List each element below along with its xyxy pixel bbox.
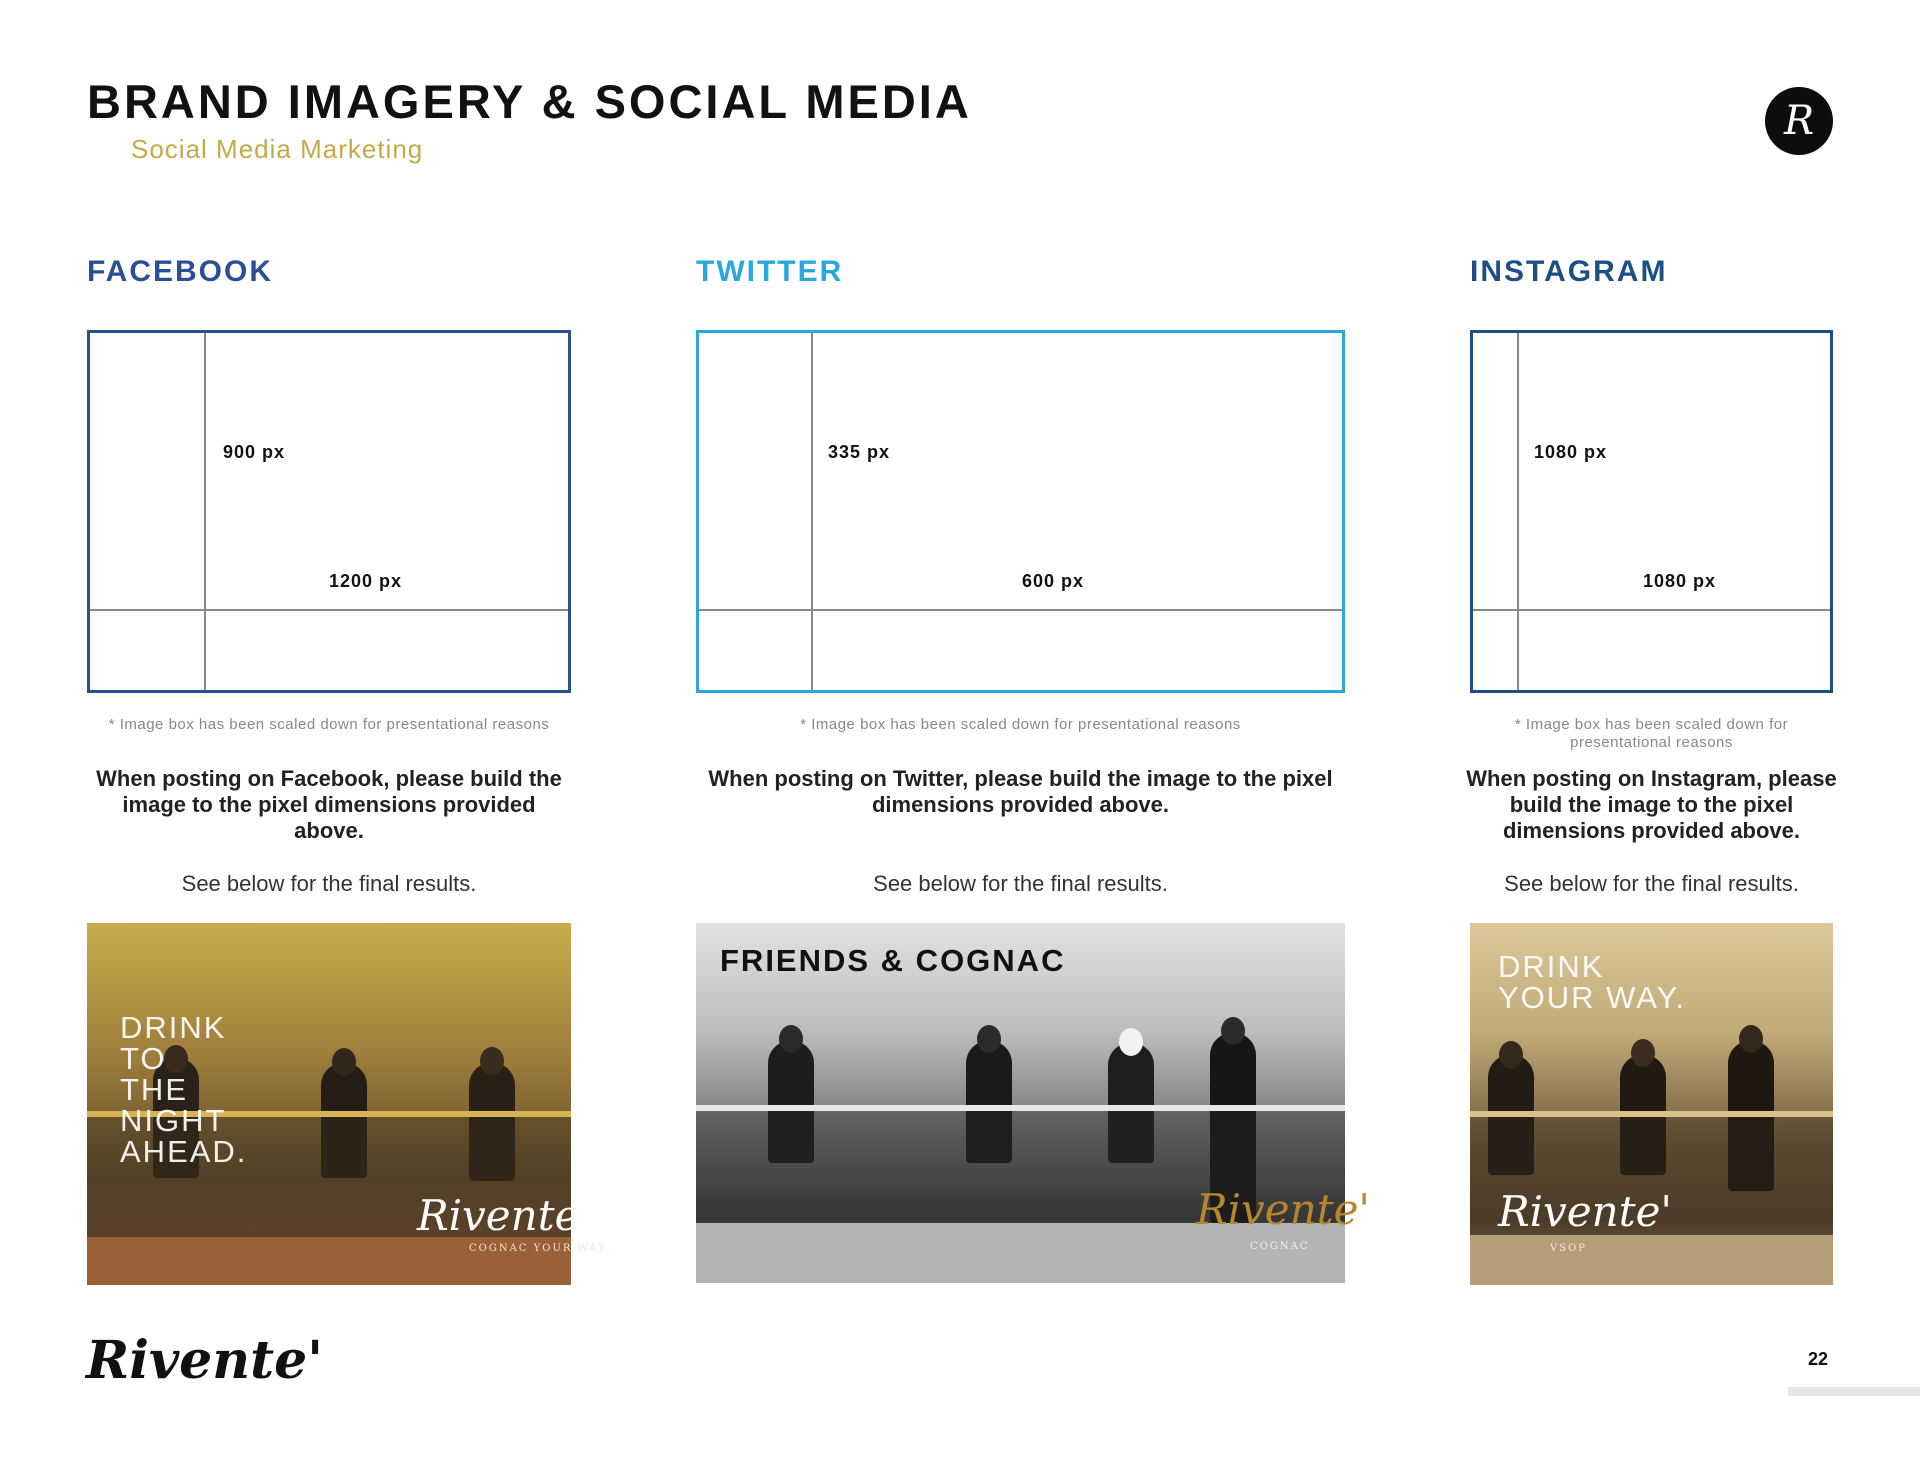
height-dimension-line xyxy=(1517,333,1519,690)
person-head xyxy=(779,1025,803,1053)
height-dimension-label: 900 px xyxy=(223,442,286,462)
see-below-text: See below for the final results. xyxy=(1504,871,1799,896)
page-title: BRAND IMAGERY & SOCIAL MEDIA xyxy=(87,75,972,128)
person-head xyxy=(1739,1025,1763,1053)
twitter-result-image xyxy=(696,923,1370,1283)
width-dimension-label: 1080 px xyxy=(1643,571,1717,591)
brand-wordmark: Rivente' xyxy=(417,1191,591,1240)
instagram-heading: INSTAGRAM xyxy=(1470,255,1668,288)
posting-instruction: When posting on Twitter, please build the image to the pixel dimensions provided above. xyxy=(708,766,1333,817)
posting-instruction: When posting on Facebook, please build the image to the pixel dimensions provided above. xyxy=(96,766,562,843)
brand-tagline: COGNAC YOUR WAY xyxy=(469,1243,607,1254)
instagram-dimension-box xyxy=(1470,330,1833,693)
scale-note: * Image box has been scaled down for presentational reasons xyxy=(1514,716,1789,751)
height-dimension-label: 335 px xyxy=(828,442,891,462)
brand-tagline: VSOP xyxy=(1550,1243,1587,1254)
width-dimension-label: 600 px xyxy=(1022,571,1085,591)
person-head xyxy=(1499,1041,1523,1069)
height-dimension-line xyxy=(204,333,206,690)
person-head xyxy=(480,1047,504,1075)
scale-note: * Image box has been scaled down for presentational reasons xyxy=(800,716,1241,733)
person-head xyxy=(1631,1039,1655,1067)
person-head xyxy=(1221,1017,1245,1045)
width-dimension-line xyxy=(1473,609,1830,611)
brand-tagline: COGNAC xyxy=(1250,1241,1310,1252)
width-dimension-line xyxy=(90,609,568,611)
brand-wordmark: Rivente' xyxy=(1498,1187,1672,1236)
width-dimension-label: 1200 px xyxy=(329,571,403,591)
facebook-heading: FACEBOOK xyxy=(87,255,274,288)
balcony-ledge xyxy=(1470,1235,1833,1285)
page-number: 22 xyxy=(1808,1349,1829,1369)
see-below-text: See below for the final results. xyxy=(181,871,477,896)
image-overlay-text: DRINK YOUR WAY. xyxy=(1498,949,1686,1015)
person-head xyxy=(1119,1028,1143,1056)
brand-wordmark: Rivente' xyxy=(1196,1185,1370,1234)
twitter-heading: TWITTER xyxy=(696,255,844,288)
footer-brand-logo: Rivente' xyxy=(86,1330,324,1391)
page-footer-bar xyxy=(1788,1387,1920,1396)
instagram-result-image xyxy=(1470,923,1833,1285)
person-head xyxy=(332,1048,356,1076)
image-overlay-text: DRINK TO THE NIGHT AHEAD. xyxy=(120,1010,248,1169)
page-subtitle: Social Media Marketing xyxy=(131,134,424,164)
see-below-text: See below for the final results. xyxy=(873,871,1168,896)
facebook-dimension-box xyxy=(87,330,571,693)
height-dimension-line xyxy=(811,333,813,690)
image-overlay-text: FRIENDS & COGNAC xyxy=(720,943,1066,978)
brand-monogram-logo: R xyxy=(1765,87,1833,155)
facebook-result-image xyxy=(87,923,607,1285)
scale-note: * Image box has been scaled down for presentational reasons xyxy=(108,716,550,733)
height-dimension-label: 1080 px xyxy=(1534,442,1608,462)
twitter-dimension-box xyxy=(696,330,1345,693)
person-head xyxy=(977,1025,1001,1053)
width-dimension-line xyxy=(699,609,1342,611)
posting-instruction: When posting on Instagram, please build the image to the pixel dimensions provided above. xyxy=(1466,766,1837,843)
